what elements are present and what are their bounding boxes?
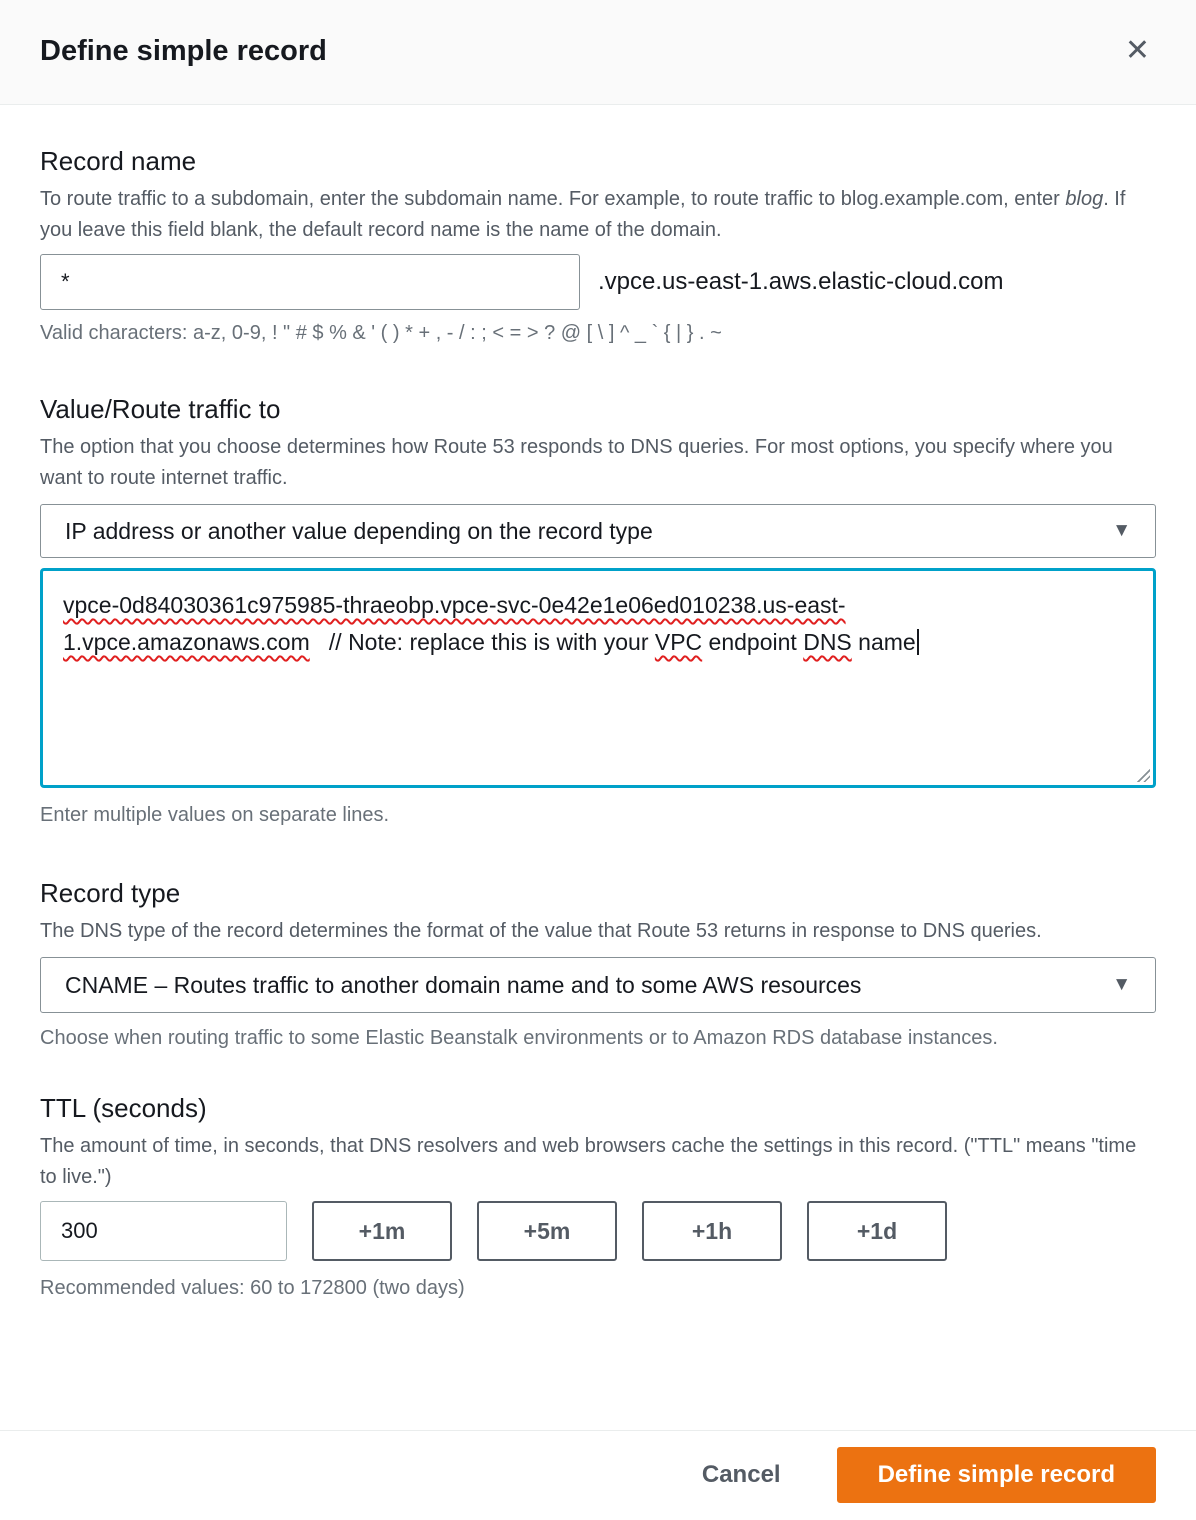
ttl-description: The amount of time, in seconds, that DNS resolvers and web browsers cache the settings in this record. ("TTL" means "time to live."): [40, 1135, 1137, 1188]
dialog-title: Define simple record: [40, 34, 327, 67]
record-type-dropdown-value: CNAME – Routes traffic to another domain name and to some AWS resources: [65, 971, 862, 998]
resize-handle-icon[interactable]: [1135, 767, 1150, 782]
route-traffic-dropdown[interactable]: [40, 504, 1156, 558]
record-name-input[interactable]: [40, 254, 580, 310]
chevron-down-icon: ▼: [1112, 974, 1131, 995]
record-type-section: [40, 876, 1156, 1051]
valid-characters-hint: Valid characters: a-z, 0-9, ! " # $ % & ' ( ) * + , - / : ; < = > ? @ [ \ ] ^ _ ` { | } . ~: [40, 322, 722, 344]
record-type-label: Record type: [40, 878, 181, 908]
value-segment: // Note: replace this is with your: [309, 629, 655, 655]
dialog-header: [0, 0, 1196, 105]
record-name-description-text2: . If you leave this field blank, the default record name is the name of the domain.: [40, 188, 1126, 241]
ttl-input-row: [40, 1201, 1156, 1261]
ttl-plus-1h-button[interactable]: +1h: [642, 1201, 782, 1261]
define-simple-record-button[interactable]: Define simple record: [837, 1447, 1156, 1503]
record-type-hint: Choose when routing traffic to some Elastic Beanstalk environments or to Amazon RDS database instances.: [40, 1027, 998, 1049]
value-segment: vpce-0d84030361c975985-thraeobp.vpce-svc-0e42e1e06ed010238.us-east-: [63, 592, 846, 618]
value-route-section: [40, 392, 1156, 828]
ttl-plus-1d-button[interactable]: +1d: [807, 1201, 947, 1261]
value-segment: name: [851, 629, 916, 655]
value-route-label: Value/Route traffic to: [40, 394, 281, 424]
record-type-dropdown[interactable]: [40, 957, 1156, 1013]
record-name-section: [40, 144, 1156, 346]
domain-suffix: .vpce.us-east-1.aws.elastic-cloud.com: [598, 268, 1004, 295]
record-name-description-italic: blog: [1065, 188, 1104, 210]
ttl-plus-1m-button[interactable]: +1m: [312, 1201, 452, 1261]
ttl-recommended-hint: Recommended values: 60 to 172800 (two days): [40, 1277, 465, 1299]
value-route-description: The option that you choose determines how Route 53 responds to DNS queries. For most options, you specify where you want to route internet traffic.: [40, 436, 1113, 489]
record-name-description: [40, 184, 1156, 246]
route-traffic-dropdown-value: IP address or another value depending on the record type: [65, 517, 653, 544]
record-type-description: The DNS type of the record determines the format of the value that Route 53 returns in response to DNS queries.: [40, 920, 1042, 942]
record-name-input-row: [40, 254, 1156, 310]
cancel-button[interactable]: Cancel: [701, 1461, 781, 1488]
ttl-input[interactable]: [40, 1201, 287, 1261]
value-segment: 1.vpce.amazonaws.com: [63, 629, 310, 655]
ttl-label: TTL (seconds): [40, 1093, 207, 1123]
text-cursor: [917, 629, 919, 655]
value-segment: endpoint: [702, 629, 804, 655]
close-icon[interactable]: ✕: [1119, 34, 1156, 68]
value-textarea[interactable]: [40, 568, 1156, 788]
chevron-down-icon: ▼: [1112, 520, 1131, 541]
ttl-plus-5m-button[interactable]: +5m: [477, 1201, 617, 1261]
value-segment: DNS: [803, 629, 852, 655]
record-name-description-text: To route traffic to a subdomain, enter the subdomain name. For example, to route traffic to blog.example.com, enter: [40, 188, 1066, 210]
multiple-values-hint: Enter multiple values on separate lines.: [40, 804, 390, 826]
ttl-section: [40, 1091, 1156, 1301]
value-segment: VPC: [654, 629, 703, 655]
record-name-label: Record name: [40, 146, 197, 176]
dialog-content: [0, 105, 1196, 1400]
dialog-footer: [0, 1430, 1196, 1520]
